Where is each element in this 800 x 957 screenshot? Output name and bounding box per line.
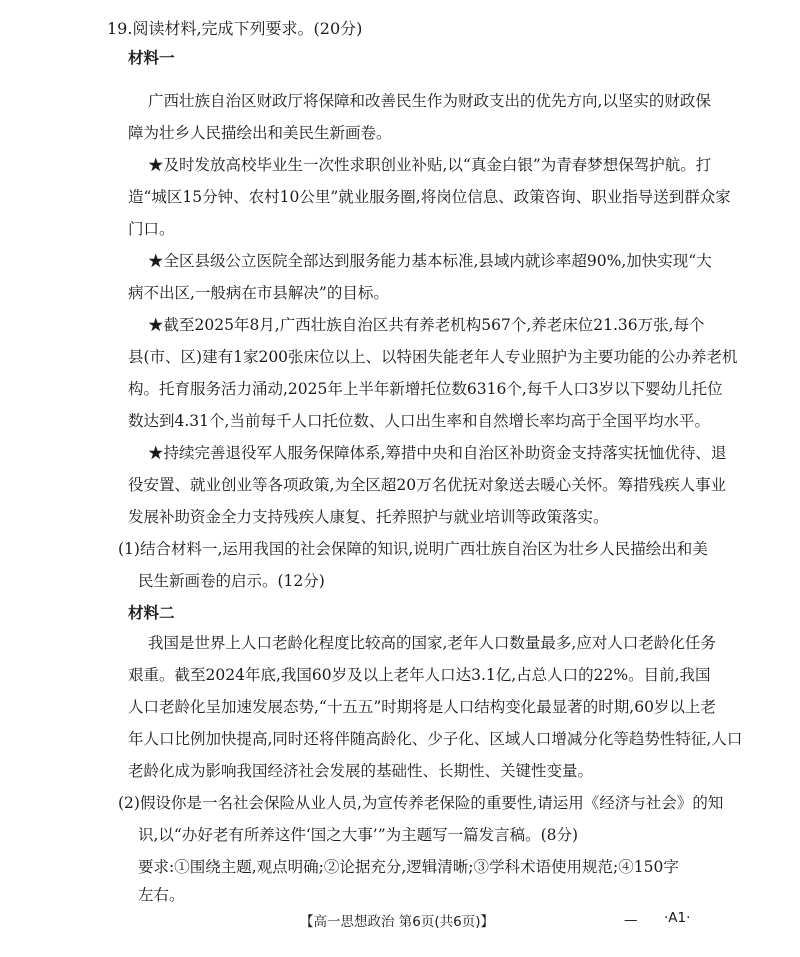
material1-heading: 材料一 (128, 48, 175, 67)
material1-line: 病不出区,一般病在市县解决”的目标。 (128, 284, 389, 302)
question1-line: 民生新画卷的启示。(12分) (138, 572, 325, 590)
material2-line: 年人口比例加快提高,同时还将伴随高龄化、少子化、区域人口增减分化等趋势性特征,人口 (128, 730, 743, 748)
material1-line: ★及时发放高校毕业生一次性求职创业补贴,以“真金白银”为青春梦想保驾护航。打 (148, 156, 712, 174)
material2-line: 艰重。截至2024年底,我国60岁及以上老年人口达3.1亿,占总人口的22%。目前,我国 (128, 666, 711, 684)
page-footer (0, 910, 800, 934)
footer-dash: — (624, 912, 638, 928)
material1-line: 数达到4.31个,当前每千人口托位数、人口出生率和自然增长率均高于全国平均水平。 (128, 412, 710, 430)
material1-line: 障为壮乡人民描绘出和美民生新画卷。 (128, 124, 392, 142)
question2-line: 左右。 (138, 886, 185, 904)
footer-code: ·A1· (664, 910, 691, 926)
material2-line: 老龄化成为影响我国经济社会发展的基础性、长期性、关键性变量。 (128, 762, 594, 780)
material1-line: 发展补助资金全力支持残疾人康复、托养照护与就业培训等政策落实。 (128, 508, 609, 526)
question2-line: 识,以“办好老有所养这件‘国之大事’”为主题写一篇发言稿。(8分) (138, 826, 579, 844)
question2-line: 要求:①围绕主题,观点明确;②论据充分,逻辑清晰;③学科术语使用规范;④150字 (138, 858, 679, 876)
material2-line: 人口老龄化呈加速发展态势,“十五五”时期将是人口结构变化最显著的时期,60岁以上老 (128, 698, 716, 716)
material1-line: ★全区县级公立医院全部达到服务能力基本标准,县域内就诊率超90%,加快实现“大 (148, 252, 712, 270)
material2-line: 我国是世界上人口老龄化程度比较高的国家,老年人口数量最多,应对人口老龄化任务 (148, 634, 716, 652)
material1-line: 县(市、区)建有1家200张床位以上、以特困失能老年人专业照护为主要功能的公办养老机 (128, 348, 738, 366)
material1-line: 构。托育服务活力涌动,2025年上半年新增托位数6316个,每千人口3岁以下婴幼儿托位 (128, 380, 723, 398)
footer-page-info: 【高一思想政治 第6页(共6页)】 (300, 914, 495, 930)
material1-line: 役安置、就业创业等各项政策,为全区超20万名优抚对象送去暖心关怀。筹措残疾人事业 (128, 476, 727, 494)
material1-line: 广西壮族自治区财政厅将保障和改善民生作为财政支出的优先方向,以坚实的财政保 (148, 92, 711, 110)
question2-line: (2)假设你是一名社会保险从业人员,为宣传养老保险的重要性,请运用《经济与社会》的知 (118, 794, 724, 812)
material1-line: ★截至2025年8月,广西壮族自治区共有养老机构567个,养老床位21.36万张,每个 (148, 316, 705, 334)
question1-line: (1)结合材料一,运用我国的社会保障的知识,说明广西壮族自治区为壮乡人民描绘出和美 (118, 540, 708, 558)
material1-line: 造“城区15分钟、农村10公里”就业服务圈,将岗位信息、政策咨询、职业指导送到群众家 (128, 188, 731, 206)
question-title: 19.阅读材料,完成下列要求。(20分) (107, 19, 363, 38)
material1-line: ★持续完善退役军人服务保障体系,筹措中央和自治区补助资金支持落实抚恤优待、退 (148, 444, 727, 462)
material1-line: 门口。 (128, 220, 175, 238)
material2-heading: 材料二 (128, 603, 175, 622)
